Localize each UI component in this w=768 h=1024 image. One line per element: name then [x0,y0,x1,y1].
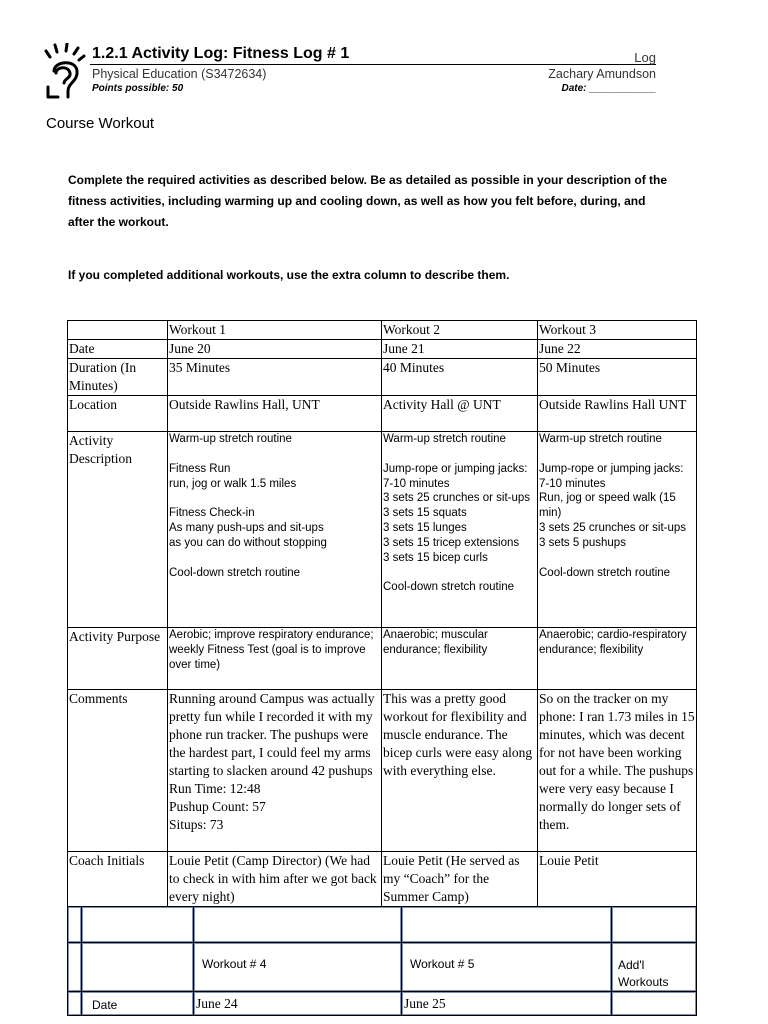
table-cell [68,943,82,992]
table-cell: Aerobic; improve respiratory endurance; weekly Fitness Test (goal is to improve over time) [168,628,382,690]
table-cell: This was a pretty good workout for flexibility and muscle endurance. The bicep curls were easy along with everything else. [382,690,538,852]
table-cell [538,432,697,628]
instructions-paragraph: Complete the required activities as described below. Be as detailed as possible in your description of the fitness activities, including warming up and cooling down, as well as how you felt before, during, and after the workout. [68,173,668,229]
row-label: Coach Initials [68,852,168,907]
date-field: Date: ____________ [561,83,656,94]
table-cell: Anaerobic; muscular endurance; flexibility [382,628,538,690]
table-cell: June 20 [168,340,382,359]
table-cell: 35 Minutes [168,359,382,396]
table-row-date [68,992,697,1016]
extra-workouts-table [67,906,697,1016]
column-header-workout-1: Workout 1 [168,321,382,340]
header-cell-blank [68,321,168,340]
table-cell [68,907,82,943]
description-item: Fitness Check-in As many push-ups and sit-ups as you can do without stopping [169,507,327,549]
table-cell: June 24 [194,992,402,1016]
table-cell: 40 Minutes [382,359,538,396]
course-name: Physical Education (S3472634) [92,67,267,81]
log-label: Log [634,50,656,65]
row-label: Comments [68,690,168,852]
table-cell: June 21 [382,340,538,359]
section-title: Course Workout [46,115,155,132]
table-cell: 50 Minutes [538,359,697,396]
table-row-date [68,340,697,359]
table-cell: So on the tracker on my phone: I ran 1.73 miles in 15 minutes, which was decent for not have been working out for a while. The pushups were very easy because I normally do longer sets of them. [538,690,697,852]
table-cell [612,907,697,943]
table-header-row [68,943,697,992]
table-cell: June 22 [538,340,697,359]
table-cell [168,432,382,628]
points-possible: Points possible: 50 [92,83,184,94]
table-cell: June 25 [402,992,612,1016]
table-row-coach-initials [68,852,697,907]
table-row-duration [68,359,697,396]
column-header-addl-workouts: Add'l Workouts [612,943,697,992]
table-cell [402,907,612,943]
description-item: Warm-up stretch routine [539,433,662,445]
table-row-comments [68,690,697,852]
document-title: 1.2.1 Activity Log: Fitness Log # 1 [92,45,350,62]
table-cell [382,432,538,628]
table-cell: Louie Petit [538,852,697,907]
row-label: Activity Purpose [68,628,168,690]
student-name: Zachary Amundson [548,67,656,81]
table-row-location [68,396,697,432]
header-divider [90,64,656,65]
row-label: Duration (In Minutes) [68,359,168,396]
instructions-extra-note: If you completed additional workouts, use the extra column to describe them. [68,268,510,282]
sun-head-logo-icon [44,43,86,99]
row-label: Date [68,340,168,359]
description-item: Jump-rope or jumping jacks: 7-10 minutes 3 sets 25 crunches or sit-ups 3 sets 15 squats 3 sets 15 lunges 3 sets 15 tricep extensions 3 sets 15 bicep curls [383,462,531,564]
column-header-workout-5: Workout # 5 [402,943,612,992]
table-cell: Outside Rawlins Hall UNT [538,396,697,432]
description-item: Jump-rope or jumping jacks: 7-10 minutes Run, jog or speed walk (15 min) 3 sets 25 crunches or sit-ups 3 sets 5 pushups [539,462,687,549]
description-item: Warm-up stretch routine [169,433,292,445]
description-item: Fitness Run run, jog or walk 1.5 miles [169,462,297,490]
table-cell [82,907,194,943]
table-header-row [68,321,697,340]
table-cell [194,907,402,943]
table-cell: Outside Rawlins Hall, UNT [168,396,382,432]
table-row-activity-purpose [68,628,697,690]
row-label: Location [68,396,168,432]
table-cell: Running around Campus was actually pretty fun while I recorded it with my phone run tracker. The pushups were the hardest part, I could feel my arms starting to slacken around 42 pushups Run Time: 12:48 Pushup Count: 57 Situps: 73 [168,690,382,852]
table-cell [612,992,697,1016]
description-item: Cool-down stretch routine [383,581,515,594]
table-cell [68,992,82,1016]
workout-log-table [67,320,697,907]
table-cell: Louie Petit (He served as my “Coach” for the Summer Camp) [382,852,538,907]
table-cell: Activity Hall @ UNT [382,396,538,432]
column-header-workout-4: Workout # 4 [194,943,402,992]
description-item: Cool-down stretch routine [169,566,301,579]
description-item: Warm-up stretch routine [383,433,506,445]
table-row [68,907,697,943]
table-cell: Louie Petit (Camp Director) (We had to check in with him after we got back every night) [168,852,382,907]
column-header-workout-3: Workout 3 [538,321,697,340]
row-label: Date [82,992,194,1016]
table-cell: Anaerobic; cardio-respiratory endurance; flexibility [538,628,697,690]
column-header-workout-2: Workout 2 [382,321,538,340]
table-row-activity-description [68,432,697,628]
header-cell-blank [82,943,194,992]
description-item: Cool-down stretch routine [539,566,671,579]
row-label: Activity Description [68,432,168,628]
